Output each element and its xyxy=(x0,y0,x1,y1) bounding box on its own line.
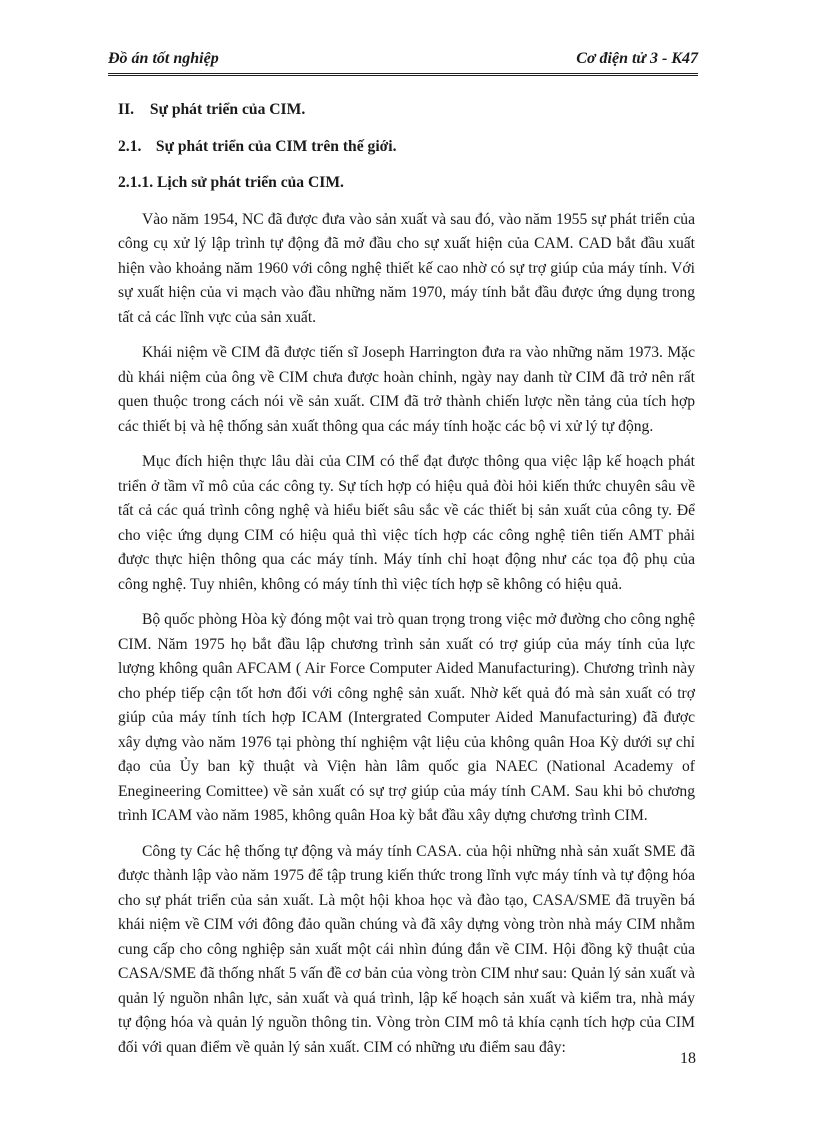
page-header xyxy=(108,50,698,76)
heading-subsection xyxy=(118,135,695,160)
heading-section-text: Sự phát triển của CIM. xyxy=(149,101,306,118)
page-number: 18 xyxy=(680,1050,696,1067)
paragraph-3: Mục đích hiện thực lâu dài của CIM có thể đạt được thông qua việc lập kế hoạch phát triển ở tầm vĩ mô của các công ty. Sự tích hợp có hiệu quả đòi hỏi kiến thức chuyên sâu về tất cả các quá trình công nghệ và hiểu biết sâu sắc về các thiết bị sản xuất của công ty. Để cho việc ứng dụng CIM có hiệu quả thì việc tích hợp các công nghệ tiên tiến AMT phải được thực hiện thông qua các máy tính. Máy tính chỉ hoạt động như các tọa độ phụ của công nghệ. Tuy nhiên, không có máy tính thì việc tích hợp sẽ không có hiệu quả. xyxy=(118,453,695,593)
page-content xyxy=(118,98,695,1071)
heading-section xyxy=(118,98,695,123)
heading-subsection-text: Sự phát triển của CIM trên thế giới. xyxy=(155,137,397,155)
paragraph-2: Khái niệm về CIM đã được tiến sĩ Joseph Harrington đưa ra vào những năm 1973. Mặc dù khái niệm của ông về CIM chưa được hoàn chỉnh, ngày nay danh từ CIM đã trở nên rất quen thuộc trong cách nói về sản xuất. CIM đã trở thành chiến lược nền tảng của tích hợp các thiết bị và hệ thống sản xuất thông qua các máy tính hoặc các bộ vi xử lý tự động. xyxy=(118,344,695,435)
heading-section-number: II. xyxy=(118,101,135,118)
paragraph-5: Công ty Các hệ thống tự động và máy tính CASA. của hội những nhà sản xuất SME đã được thành lập vào năm 1975 để tập trung kiến thức trong lĩnh vực máy tính và tự động hóa cho sự phát triển của sản xuất. Là một hội khoa học và đào tạo, CASA/SME đã truyền bá khái niệm về CIM với đông đảo quần chúng và đã xây dựng vòng tròn nhà máy CIM nhằm cung cấp cho công nghiệp sản xuất một cái nhìn đúng đắn về CIM. Hội đồng kỹ thuật của CASA/SME đã thống nhất 5 vấn đề cơ bản của vòng tròn CIM như sau: Quản lý sản xuất và quản lý nguồn nhân lực, sản xuất và quá trình, lập kế hoạch sản xuất và kiểm tra, nhà máy tự động hóa và quản lý nguồn thông tin. Vòng tròn CIM mô tả khía cạnh tích hợp của CIM đối với quan điểm về quản lý sản xuất. CIM có những ưu điểm sau đây: xyxy=(118,842,695,1056)
header-right-title: Cơ điện tử 3 - K47 xyxy=(576,50,698,67)
heading-subsection-number: 2.1. xyxy=(118,137,142,155)
paragraph-1: Vào năm 1954, NC đã được đưa vào sản xuất và sau đó, vào năm 1955 sự phát triển của công cụ xử lý lập trình tự động đã mở đầu cho sự xuất hiện của CAM. CAD bắt đầu xuất hiện vào khoảng năm 1960 với công nghệ thiết kế cao nhờ có sự trợ giúp của máy tính. Với sự xuất hiện của vi mạch vào đầu những năm 1970, máy tính bắt đầu được ứng dụng trong tất cả các lĩnh vực của sản xuất. xyxy=(118,210,695,326)
heading-subsubsection: 2.1.1. Lịch sử phát triển của CIM. xyxy=(118,174,344,191)
paragraph-4: Bộ quốc phòng Hòa kỳ đóng một vai trò quan trọng trong việc mở đường cho công nghệ CIM. Năm 1975 họ bắt đầu lập chương trình sản xuất có trợ giúp của máy tính của lực lượng không quân AFCAM ( Air Force Computer Aided Manufacturing). Chương trình này cho phép tiếp cận tốt hơn đối với công nghệ sản xuất. Nhờ kết quả đó mà sản xuất có trợ giúp của máy tính tích hợp ICAM (Intergrated Computer Aided Manufacturing) đã được xây dựng vào năm 1976 tại phòng thí nghiệm vật liệu của không quân Hoa Kỳ dưới sự chỉ đạo của Ủy ban kỹ thuật và Viện hàn lâm quốc gia NAEC (National Academy of Enegineering Comittee) về sản xuất có sự trợ giúp của máy tính CAM. Sau khi bỏ chương trình ICAM vào năm 1985, không quân Hoa kỳ bắt đầu xây dựng chương trình CIM. xyxy=(118,611,695,824)
header-left-title: Đồ án tốt nghiệp xyxy=(108,50,219,67)
